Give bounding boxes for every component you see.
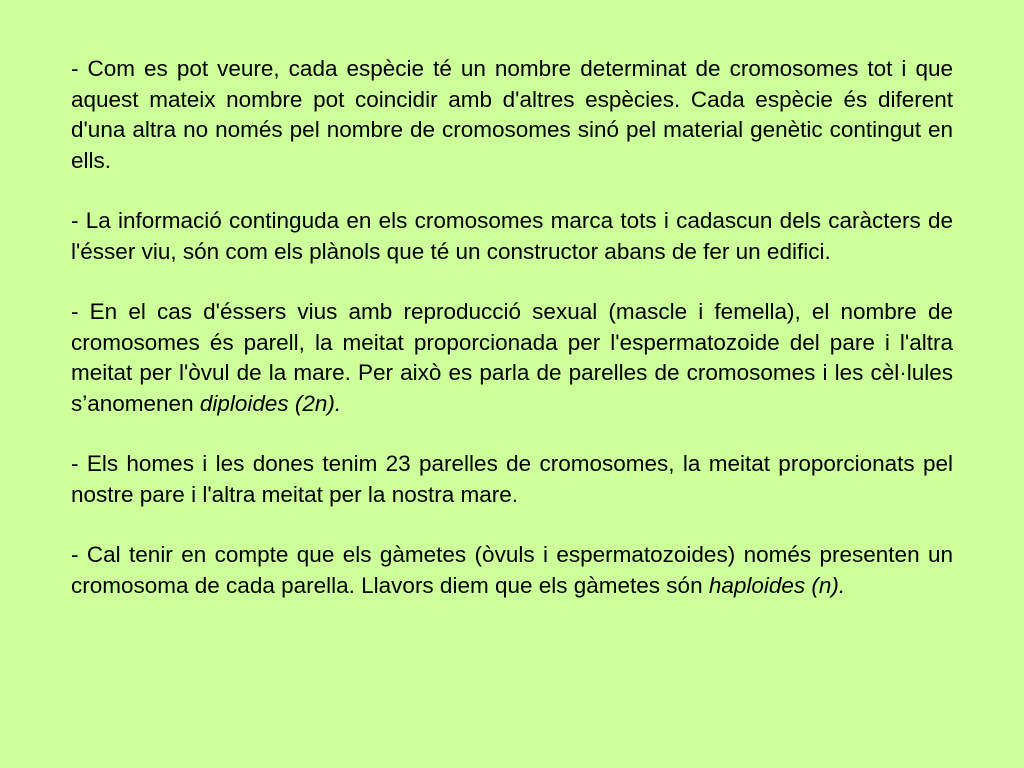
slide-content: [71, 54, 953, 631]
paragraph-human-pairs: [71, 449, 953, 510]
paragraph-gametes: [71, 540, 953, 601]
paragraph-text: - Els homes i les dones tenim 23 parelles de cromosomes, la meitat proporcionats pel nostre pare i l'altra meitat per la nostra mare.: [71, 451, 953, 507]
paragraph-text: - Com es pot veure, cada espècie té un nombre determinat de cromosomes tot i que aquest mateix nombre pot coincidir amb d'altres espècies. Cada espècie és diferent d'una altra no només pel nombre de cromosomes sinó pel material genètic contingut en ells.: [71, 56, 953, 173]
paragraph-chromosome-information: [71, 206, 953, 267]
paragraph-sexual-reproduction: [71, 297, 953, 419]
paragraph-text: - Cal tenir en compte que els gàmetes (òvuls i espermatozoides) només presenten un cromosoma de cada parella. Llavors diem que els gàmetes són: [71, 542, 953, 598]
term-diploid: diploides (2n).: [199, 390, 342, 416]
paragraph-text: - En el cas d'éssers vius amb reproducció sexual (mascle i femella), el nombre de cromosomes és parell, la meitat proporcionada per l'espermatozoide del pare i l'altra meitat per l'òvul de la mare. Per això es parla de parelles de cromosomes i les cèl·lules s’anomenen: [71, 299, 953, 416]
paragraph-text: - La informació continguda en els cromosomes marca tots i cadascun dels caràcters de l'ésser viu, són com els plànols que té un constructor abans de fer un edifici.: [71, 208, 953, 264]
term-haploid: haploides (n).: [708, 572, 846, 598]
paragraph-species-chromosomes: [71, 54, 953, 176]
